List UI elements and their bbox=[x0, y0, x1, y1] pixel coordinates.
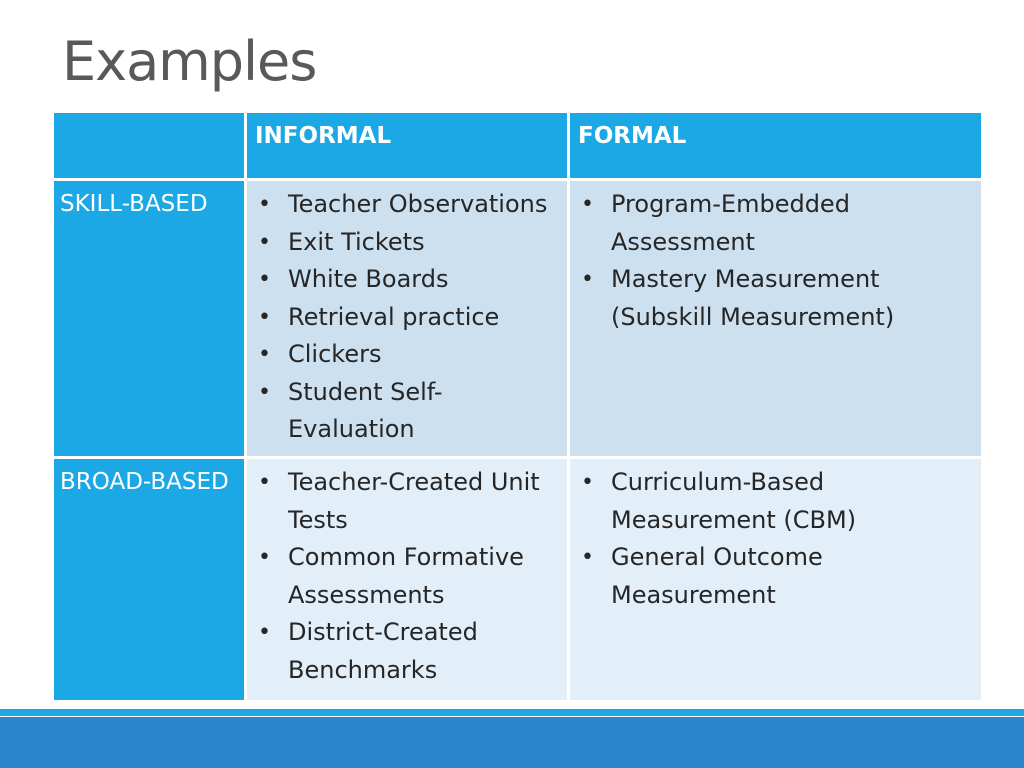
table-row-skill-based bbox=[53, 180, 983, 458]
footer-accent-bar bbox=[0, 709, 1024, 716]
list-item: • Teacher Observations bbox=[256, 186, 561, 224]
footer-bar bbox=[0, 717, 1024, 768]
examples-table bbox=[51, 110, 984, 703]
list-item: • Exit Tickets bbox=[256, 224, 561, 262]
list-item: • Common Formative Assessments bbox=[256, 539, 561, 614]
header-formal: FORMAL bbox=[569, 112, 983, 180]
header-informal: INFORMAL bbox=[246, 112, 569, 180]
list-item: • Retrieval practice bbox=[256, 299, 561, 337]
list-broad-formal bbox=[570, 459, 981, 614]
list-broad-informal bbox=[247, 459, 567, 689]
header-corner-cell bbox=[53, 112, 246, 180]
slide-title: Examples bbox=[62, 30, 317, 93]
list-item: • District-Created Benchmarks bbox=[256, 614, 561, 689]
cell-skill-informal bbox=[246, 180, 569, 458]
list-item: • Teacher-Created Unit Tests bbox=[256, 464, 561, 539]
list-item: • White Boards bbox=[256, 261, 561, 299]
cell-broad-formal bbox=[569, 458, 983, 702]
row-label-skill-based: SKILL-BASED bbox=[53, 180, 246, 458]
list-skill-formal bbox=[570, 181, 981, 336]
list-item: • Mastery Measurement (Subskill Measurement) bbox=[579, 261, 975, 336]
list-skill-informal bbox=[247, 181, 567, 449]
list-item: • Program-Embedded Assessment bbox=[579, 186, 975, 261]
list-item: • General Outcome Measurement bbox=[579, 539, 975, 614]
list-item: • Student Self-Evaluation bbox=[256, 374, 561, 449]
row-label-broad-based: BROAD-BASED bbox=[53, 458, 246, 702]
cell-broad-informal bbox=[246, 458, 569, 702]
cell-skill-formal bbox=[569, 180, 983, 458]
table-header-row bbox=[53, 112, 983, 180]
list-item: • Curriculum-Based Measurement (CBM) bbox=[579, 464, 975, 539]
list-item: • Clickers bbox=[256, 336, 561, 374]
table-row-broad-based bbox=[53, 458, 983, 702]
